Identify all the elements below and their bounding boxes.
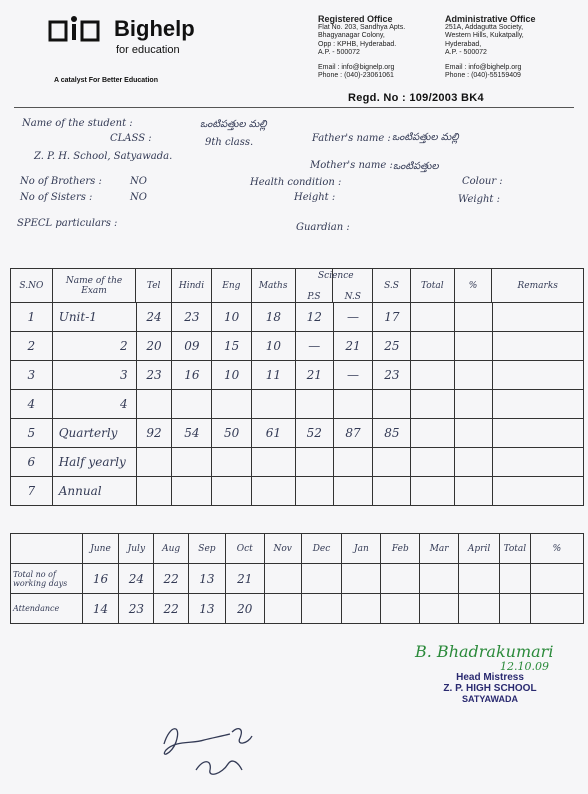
attendance-header-row [11,534,584,564]
administrative-office [445,15,536,81]
tagline: A catalyst For Better Education [54,77,158,84]
marks-body [10,302,584,506]
marks-row [11,303,584,332]
father-name-label: Father's name : [312,133,391,144]
marks-cell [252,390,296,419]
attendance-table [10,533,584,624]
attendance-header-cell: Nov [264,534,301,564]
student-name-value: ఒంటిపత్తుల మల్లి [200,119,267,130]
marks-cell [454,448,492,477]
attendance-header-cell: Sep [189,534,226,564]
registered-office-email: Email : info@bignelp.org [318,63,395,71]
attendance-row [11,564,584,594]
marks-cell: 92 [136,419,172,448]
marks-cell: — [295,332,333,361]
marks-header-cell: S.S [373,269,411,303]
stamp-school: Z. P. HIGH SCHOOL [443,683,537,694]
marks-cell: 10 [212,361,252,390]
attendance-header-cell: Mar [420,534,459,564]
marks-cell [492,448,583,477]
marks-header-cell: Remarks [492,269,584,303]
marks-cell: 50 [212,419,252,448]
marks-cell [136,477,172,506]
attendance-cell [342,564,381,594]
marks-cell [454,419,492,448]
marks-cell: 85 [373,419,411,448]
marks-cell [492,332,583,361]
marks-cell: 21 [333,332,373,361]
marks-cell [454,303,492,332]
attendance-cell: Total no of working days [11,564,83,594]
marks-cell [333,390,373,419]
marks-cell [411,390,455,419]
marks-cell: 3 [52,361,136,390]
marks-header-cell: Tel [136,269,172,303]
weight-label: Weight : [458,194,500,205]
brand-subtitle: for education [116,44,180,56]
marks-header-cell: Hindi [172,269,212,303]
registered-office-line: Bhagyanagar Colony, [318,32,385,39]
marks-cell [492,390,583,419]
marks-cell: 52 [295,419,333,448]
brothers-label: No of Brothers : [20,176,102,187]
attendance-cell [381,564,420,594]
marks-cell [492,303,583,332]
marks-cell [454,332,492,361]
class-label: CLASS : [110,133,152,144]
marks-cell [136,390,172,419]
marks-cell [492,477,583,506]
marks-cell: 54 [172,419,212,448]
attendance-cell [530,594,583,624]
marks-cell: 1 [11,303,53,332]
attendance-cell [420,594,459,624]
marks-cell [373,448,411,477]
attendance-cell: 22 [154,594,189,624]
marks-header-cell: Name of the Exam [52,269,135,303]
attendance-cell [301,594,342,624]
brothers-value: NO [130,176,147,187]
marks-cell: 6 [11,448,53,477]
attendance-header-cell: June [82,534,119,564]
marks-cell: 23 [373,361,411,390]
marks-cell: 61 [252,419,296,448]
marks-cell: 24 [136,303,172,332]
registered-office-line: Opp : KPHB, Hyderabad. [318,40,397,48]
marks-cell [212,390,252,419]
bighelp-logo-icon [48,14,106,44]
marks-header-cell: S.NO [11,269,53,303]
mother-name-label: Mother's name : [310,160,393,171]
special-particulars-label: SPECL particulars : [17,218,118,229]
marks-cell: — [333,361,373,390]
marks-cell [454,390,492,419]
attendance-cell [530,564,583,594]
administrative-office-line: Western Hills, Kukatpally, [445,32,524,39]
marks-cell [136,448,172,477]
marks-cell: 17 [373,303,411,332]
marks-cell: 23 [136,361,172,390]
marks-cell: 2 [11,332,53,361]
marks-cell [172,390,212,419]
attendance-cell: Attendance [11,594,83,624]
marks-cell: 23 [172,303,212,332]
marks-cell: 16 [172,361,212,390]
attendance-row [11,594,584,624]
marks-cell: Annual [52,477,136,506]
sisters-label: No of Sisters : [20,192,93,203]
attendance-cell: 21 [225,564,264,594]
class-value: 9th class. [205,137,254,148]
administrative-office-line: A.P. - 500072 [445,49,487,56]
attendance-cell [342,594,381,624]
attendance-header-cell [11,534,83,564]
registered-office-line: Flat No. 203, Sandhya Apts. [318,23,406,31]
marks-cell: Half yearly [52,448,136,477]
attendance-header-cell: Aug [154,534,189,564]
marks-header-row [11,269,584,303]
marks-cell: 5 [11,419,53,448]
attendance-cell [301,564,342,594]
administrative-office-line: 251A, Addagutta Society, [445,23,524,31]
marks-cell [373,477,411,506]
attendance-cell: 14 [82,594,119,624]
registered-office-line: A.P. - 500072 [318,49,360,56]
height-label: Height : [294,192,336,203]
marks-header-cell: Eng [211,269,251,303]
school-value: Z. P. H. School, Satyawada. [34,151,173,162]
marks-cell: Quarterly [52,419,136,448]
marks-cell: 4 [11,390,53,419]
registered-office-heading: Registered Office [318,14,393,24]
father-name-value: ఒంటిపత్తుల మల్లి [392,132,459,143]
sisters-value: NO [130,192,147,203]
administrative-office-phone: Phone : (040)-55159409 [445,72,521,79]
marks-cell: 12 [295,303,333,332]
attendance-header-cell: Oct [225,534,264,564]
attendance-header-cell: % [530,534,583,564]
marks-header-cell: % [454,269,492,303]
marks-table [10,268,584,303]
student-signature [152,714,262,785]
marks-cell [492,361,583,390]
science-label: Science [318,271,354,281]
attendance-header-cell: Jan [342,534,381,564]
headmistress-signature: B. Bhadrakumari [415,642,554,661]
attendance-header-cell: Total [500,534,531,564]
attendance-cell [264,564,301,594]
attendance-cell: 13 [189,564,226,594]
marks-cell [212,477,252,506]
marks-row [11,390,584,419]
attendance-cell [500,594,531,624]
attendance-header-cell: July [119,534,154,564]
administrative-office-line: Hyderabad, [445,40,482,48]
marks-cell: 25 [373,332,411,361]
marks-cell [411,419,455,448]
marks-cell: Unit-1 [52,303,136,332]
marks-header-cell: P.S [295,269,333,303]
marks-cell: 11 [252,361,296,390]
marks-cell [411,361,455,390]
colour-label: Colour : [462,176,503,187]
marks-header-cell: Maths [251,269,295,303]
marks-cell [411,448,455,477]
student-name-label: Name of the student : [22,118,133,129]
marks-cell: — [333,303,373,332]
attendance-cell [381,594,420,624]
marks-cell [492,419,583,448]
school-stamp [420,672,560,704]
attendance-cell: 23 [119,594,154,624]
marks-cell: 7 [11,477,53,506]
marks-cell [411,332,455,361]
marks-cell [295,448,333,477]
marks-body-table [10,302,584,506]
attendance-cell [459,594,500,624]
attendance-cell: 24 [119,564,154,594]
marks-row [11,477,584,506]
attendance-cell: 22 [154,564,189,594]
marks-cell [295,477,333,506]
marks-cell: 20 [136,332,172,361]
marks-header-cell: Total [410,269,454,303]
registered-office-phone: Phone : (040)-23061061 [318,72,394,79]
marks-row [11,448,584,477]
attendance-grid [10,533,584,624]
marks-cell [295,390,333,419]
attendance-cell: 13 [189,594,226,624]
marks-cell [411,303,455,332]
marks-cell [454,361,492,390]
marks-cell: 18 [252,303,296,332]
marks-cell [212,448,252,477]
marks-row [11,361,584,390]
marks-cell [172,448,212,477]
marks-cell: 10 [212,303,252,332]
attendance-header-cell: Dec [301,534,342,564]
guardian-label: Guardian : [296,222,350,233]
marks-cell: 4 [52,390,136,419]
attendance-cell [500,564,531,594]
marks-row [11,332,584,361]
marks-cell [373,390,411,419]
attendance-cell [459,564,500,594]
attendance-cell [420,564,459,594]
administrative-office-heading: Administrative Office [445,14,536,24]
marks-cell [454,477,492,506]
marks-cell: 15 [212,332,252,361]
health-condition-label: Health condition : [250,177,342,188]
stamp-place: SATYAWADA [461,694,518,704]
stamp-title: Head Mistress [456,672,524,683]
signature-date: 12.10.09 [500,660,549,673]
marks-cell: 21 [295,361,333,390]
attendance-cell: 16 [82,564,119,594]
marks-cell: 2 [52,332,136,361]
registered-office [318,15,405,81]
attendance-header-cell: Feb [381,534,420,564]
header-divider [14,107,574,108]
brand-name: Bighelp [114,16,195,41]
marks-cell [172,477,212,506]
marks-cell [333,448,373,477]
marks-row [11,419,584,448]
marks-cell [252,448,296,477]
registration-number: Regd. No : 109/2003 BK4 [348,92,484,104]
marks-cell [333,477,373,506]
marks-cell [411,477,455,506]
mother-name-value: ఒంటిపత్తుల [393,161,439,172]
administrative-office-email: Email : info@bighelp.org [445,63,522,71]
marks-cell: 3 [11,361,53,390]
attendance-cell [264,594,301,624]
marks-cell [252,477,296,506]
marks-cell: 09 [172,332,212,361]
marks-cell: 87 [333,419,373,448]
attendance-header-cell: April [459,534,500,564]
marks-header-cell: N.S [333,269,373,303]
attendance-cell: 20 [225,594,264,624]
marks-cell: 10 [252,332,296,361]
